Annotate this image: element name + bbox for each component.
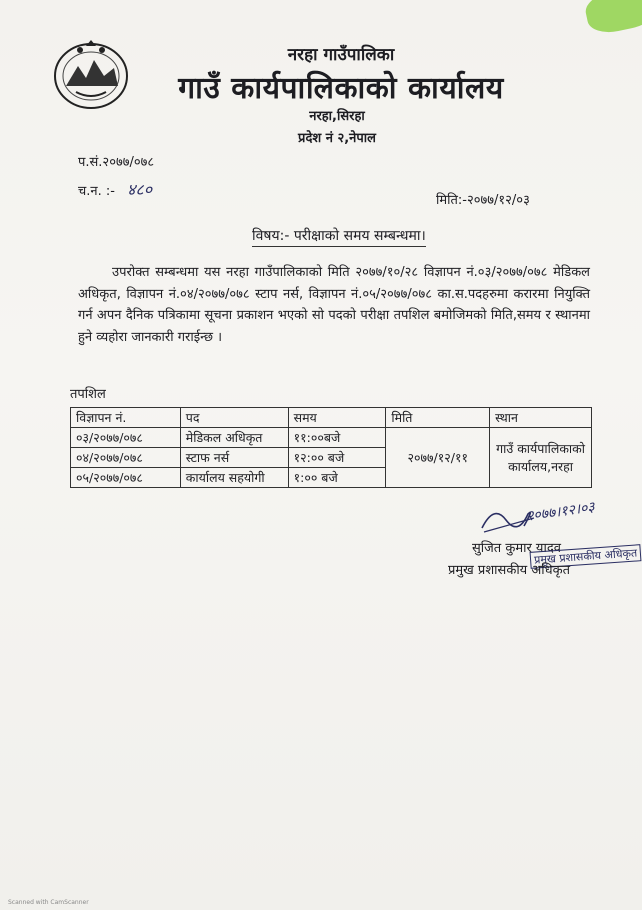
cell-time: १२:०० बजे bbox=[288, 448, 386, 468]
cell-ad-no: ०५/२०७७/०७८ bbox=[71, 468, 181, 488]
office-province: प्रदेश नं २,नेपाल bbox=[298, 131, 376, 146]
cell-post: मेडिकल अधिकृत bbox=[180, 428, 288, 448]
office-location: नरहा,सिरहा bbox=[309, 109, 365, 124]
scanner-watermark: Scanned with CamScanner bbox=[8, 899, 89, 906]
cell-time: १:०० बजे bbox=[288, 468, 386, 488]
dispatch-value: ४८० bbox=[127, 180, 153, 199]
cell-time: ११:००बजे bbox=[288, 428, 386, 448]
cell-exam-place: गाउँ कार्यपालिकाको कार्यालय,नरहा bbox=[490, 428, 592, 488]
dispatch-label: च.न. :- bbox=[78, 184, 115, 199]
signatory-name: सुजित कुमार यादव bbox=[472, 541, 561, 556]
cell-ad-no: ०३/२०७७/०७८ bbox=[71, 428, 181, 448]
signatory-title: प्रमुख प्रशासकीय अधिकृत bbox=[448, 563, 571, 578]
table-header-row bbox=[71, 408, 592, 428]
cell-post: स्टाफ नर्स bbox=[180, 448, 288, 468]
letter-date: मिति:-२०७७/१२/०३ bbox=[436, 193, 530, 208]
table-row bbox=[71, 428, 592, 448]
exam-schedule-table bbox=[70, 407, 592, 488]
cell-ad-no: ०४/२०७७/०७८ bbox=[71, 448, 181, 468]
official-stamp: प्रमुख प्रशासकीय अधिकृत bbox=[530, 544, 642, 569]
cell-exam-date: २०७७/१२/११ bbox=[386, 428, 490, 488]
header-date: मिति bbox=[386, 408, 490, 428]
header-ad-no: विज्ञापन नं. bbox=[71, 408, 181, 428]
municipality-name: नरहा गाउँपालिका bbox=[287, 45, 395, 65]
signature-date: २०७७।१२।०३ bbox=[525, 499, 596, 525]
office-title: गाउँ कार्यपालिकाको कार्यालय bbox=[178, 71, 504, 106]
letter-subject: विषय:- परीक्षाको समय सम्बन्धमा। bbox=[252, 226, 426, 247]
table-caption: तपशिल bbox=[70, 387, 106, 402]
reference-number: प.सं.२०७७/०७८ bbox=[78, 155, 155, 170]
header-post: पद bbox=[180, 408, 288, 428]
highlighter-mark bbox=[583, 0, 642, 37]
letter-body: उपरोक्त सम्बन्धमा यस नरहा गाउँपालिकाको मिति २०७७/१०/२८ विज्ञापन नं.०३/२०७७/०७८ मेडिकल अधिकृत, विज्ञापन नं.०४/२०७७/०७८ स्टाप नर्स, विज्ञापन नं.०५/२०७७/०७८ का.स.पदहरुमा करारमा नियुक्ति गर्न अपन दैनिक पत्रिकामा सूचना प्रकाशन भएको सो पदको परीक्षा तपशिल बमोजिमको मिति,समय र स्थानमा हुने व्यहोरा जानकारी गराईन्छ । bbox=[78, 265, 590, 345]
dispatch-number bbox=[78, 178, 152, 200]
cell-post: कार्यालय सहयोगी bbox=[180, 468, 288, 488]
header-time: समय bbox=[288, 408, 386, 428]
header-place: स्थान bbox=[490, 408, 592, 428]
